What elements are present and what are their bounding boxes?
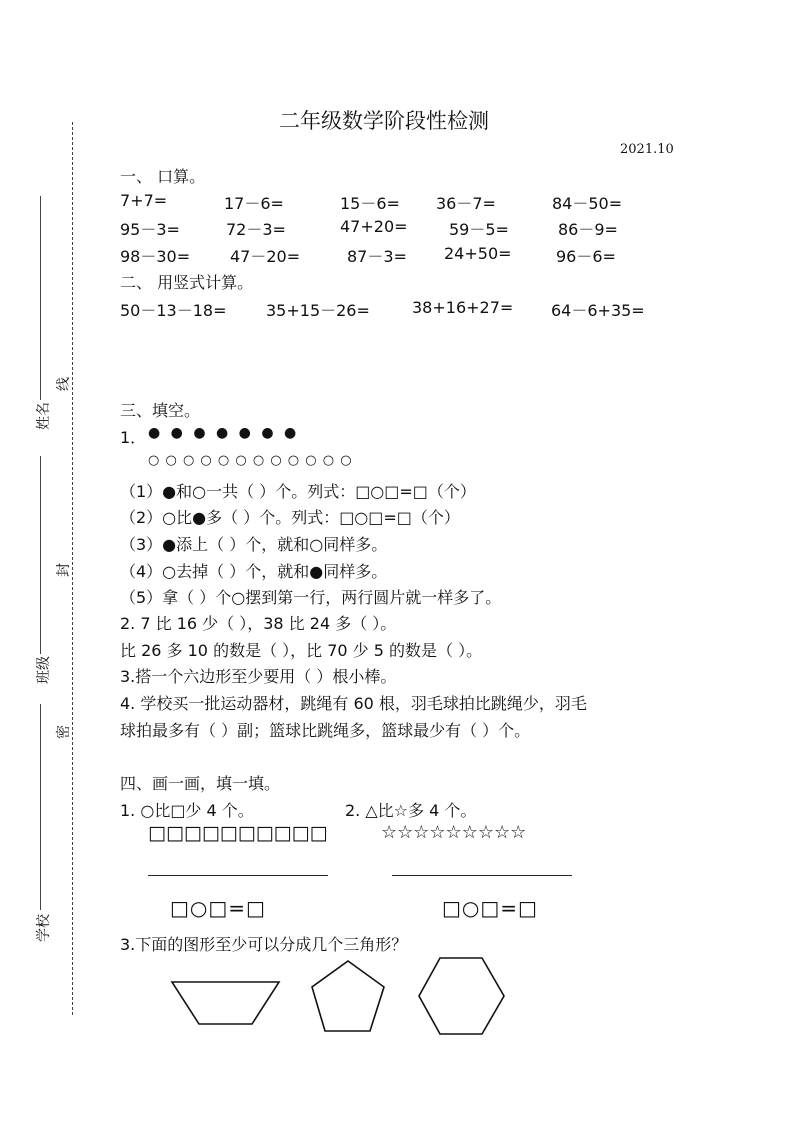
fill-blank-line: （3）●添上（ ）个，就和○同样多。 bbox=[120, 535, 388, 554]
class-underline bbox=[40, 456, 41, 654]
school-underline bbox=[40, 704, 41, 910]
school-label: 学校 bbox=[36, 914, 52, 942]
mental-math-item: 15－6= bbox=[340, 194, 400, 213]
mental-math-item: 17－6= bbox=[224, 194, 284, 213]
mental-math-item: 96－6= bbox=[556, 247, 616, 266]
answer-line-2 bbox=[392, 875, 572, 876]
page-title: 二年级数学阶段性检测 bbox=[279, 109, 489, 133]
vertical-calc-item: 35+15－26= bbox=[266, 301, 370, 320]
fill-blank-line: （4）○去掉（ ）个，就和●同样多。 bbox=[120, 562, 388, 581]
squares-row: □□□□□□□□□□ bbox=[148, 822, 328, 844]
draw-question-2: 2. △比☆多 4 个。 bbox=[345, 801, 477, 820]
shapes-question: 3.下面的图形至少可以分成几个三角形？ bbox=[120, 935, 408, 954]
mental-math-item: 86－9= bbox=[558, 220, 618, 239]
mental-math-item: 95－3= bbox=[120, 220, 180, 239]
draw-question-1: 1. ○比□少 4 个。 bbox=[120, 801, 254, 820]
stars-row: ☆☆☆☆☆☆☆☆☆ bbox=[381, 822, 527, 843]
section-1-heading: 一、 口算。 bbox=[120, 167, 206, 186]
mental-math-item: 47+20= bbox=[340, 217, 408, 236]
vertical-calc-item: 50－13－18= bbox=[120, 301, 227, 320]
trapezoid-icon bbox=[172, 982, 279, 1024]
mental-math-item: 36－7= bbox=[436, 194, 496, 213]
mental-math-item: 24+50= bbox=[444, 244, 512, 263]
section-3-heading: 三、填空。 bbox=[120, 401, 201, 420]
fill-blank-line: 4. 学校买一批运动器材，跳绳有 60 根，羽毛球拍比跳绳少，羽毛 bbox=[120, 694, 587, 713]
mental-math-item: 7+7= bbox=[120, 191, 168, 210]
fill-blank-line: （1）●和○一共（ ）个。列式：□○□=□（个） bbox=[120, 482, 476, 501]
hollow-dots-row: ○ ○ ○ ○ ○ ○ ○ ○ ○ ○ ○ ○ bbox=[148, 453, 353, 468]
name-label: 姓名 bbox=[36, 402, 52, 430]
fill-blank-line: 比 26 多 10 的数是（ ），比 70 少 5 的数是（ ）。 bbox=[120, 641, 483, 660]
mental-math-item: 98－30= bbox=[120, 247, 191, 266]
class-label: 班级 bbox=[36, 656, 52, 684]
pentagon-icon bbox=[312, 961, 384, 1031]
mental-math-item: 59－5= bbox=[449, 220, 509, 239]
equation-blanks-1: □○□=□ bbox=[170, 896, 266, 920]
section-2-heading: 二、 用竖式计算。 bbox=[120, 273, 254, 292]
equation-blanks-2: □○□=□ bbox=[442, 896, 538, 920]
mental-math-item: 47－20= bbox=[230, 247, 301, 266]
answer-line-1 bbox=[148, 875, 328, 876]
binding-label-seal: 封 bbox=[56, 563, 72, 577]
mental-math-item: 72－3= bbox=[226, 220, 286, 239]
fill-blank-line: 3.搭一个六边形至少要用（ ）根小棒。 bbox=[120, 667, 397, 686]
exam-date: 2021.10 bbox=[620, 142, 674, 157]
binding-label-close: 密 bbox=[56, 725, 72, 739]
question-number: 1． bbox=[120, 428, 147, 447]
fill-blank-line: 2. 7 比 16 少（ ），38 比 24 多（ ）。 bbox=[120, 614, 397, 633]
fill-blank-line: 球拍最多有（ ）副；篮球比跳绳多，篮球最少有（ ）个。 bbox=[120, 721, 531, 740]
section-4-heading: 四、画一画，填一填。 bbox=[120, 774, 281, 793]
vertical-calc-item: 38+16+27= bbox=[412, 298, 514, 317]
binding-label-line: 线 bbox=[56, 377, 72, 391]
fill-blank-line: （2）○比●多（ ）个。列式：□○□=□（个） bbox=[120, 508, 460, 527]
solid-dots-row: ● ● ● ● ● ● ● bbox=[148, 425, 300, 441]
fill-blank-line: （5）拿（ ）个○摆到第一行，两行圆片就一样多了。 bbox=[120, 588, 502, 607]
vertical-calc-item: 64－6+35= bbox=[551, 301, 645, 320]
mental-math-item: 84－50= bbox=[552, 194, 623, 213]
mental-math-item: 87－3= bbox=[347, 247, 407, 266]
name-underline bbox=[40, 196, 41, 400]
hexagon-icon bbox=[419, 958, 504, 1034]
